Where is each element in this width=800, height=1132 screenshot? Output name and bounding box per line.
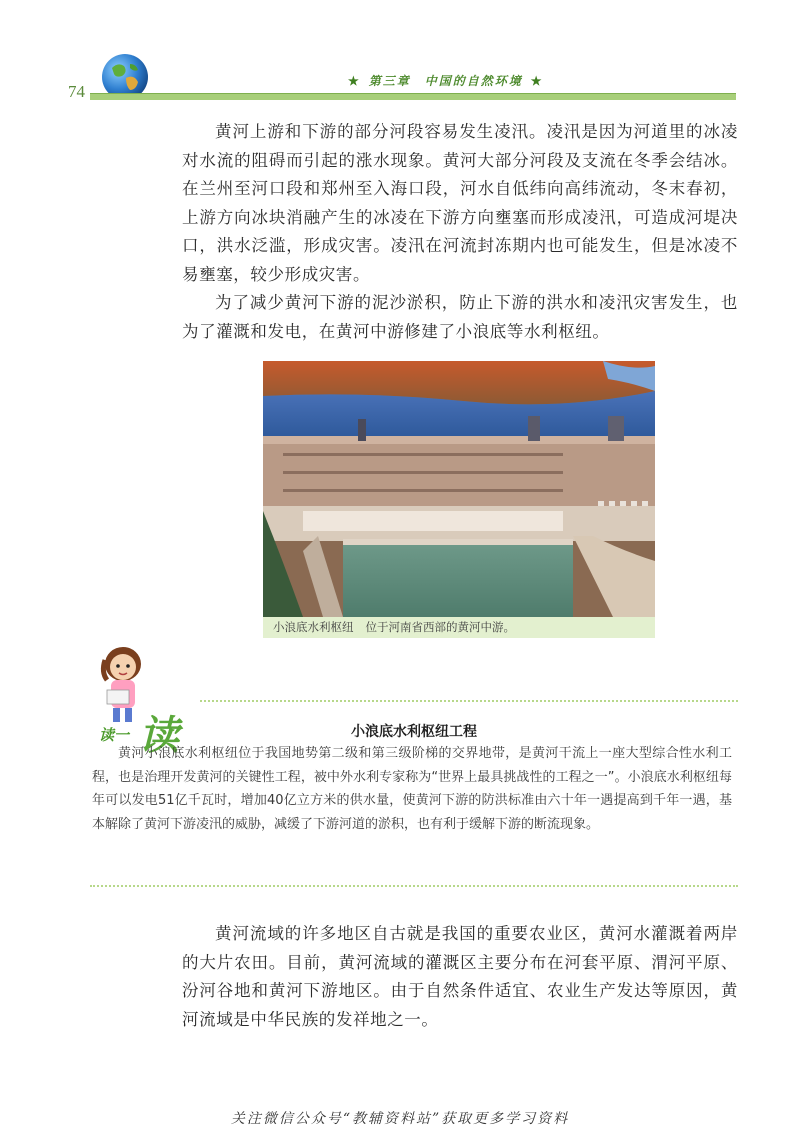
star-icon: ★: [348, 74, 361, 88]
reading-bottom-divider: [90, 885, 738, 887]
photo-caption: [263, 617, 655, 638]
paragraph-agriculture: 黄河流域的许多地区自古就是我国的重要农业区，黄河水灌溉着两岸的大片农田。目前，黄河流域的灌溉区主要分布在河套平原、渭河平原、汾河谷地和黄河下游地区。由于自然条件适宜、农业生产发达等原因，黄河流域是中华民族的发祥地之一。: [182, 924, 738, 1029]
reading-label-big: 读: [139, 712, 179, 759]
chapter-title: [340, 72, 552, 89]
caption-description: 位于河南省西部的黄河中游。: [365, 620, 515, 634]
reading-top-divider: [200, 700, 738, 702]
star-icon: ★: [530, 74, 544, 88]
paragraph-ice-flood: 黄河上游和下游的部分河段容易发生凌汛。凌汛是因为河道里的冰凌对水流的阻碍而引起的涨水现象。黄河大部分河段及支流在冬季会结冰。在兰州至河口段和郑州至入海口段，河水自低纬向高纬流动，冬末春初，上游方向冰块消融产生的冰凌在下游方向壅塞而形成凌汛，可造成河堤决口，洪水泛滥，形成灾害。凌汛在河流封冻期内也可能发生，但是冰凌不易壅塞，较少形成灾害。: [182, 122, 738, 284]
chapter-label: 第三章 中国的自然环境: [368, 74, 523, 88]
footer-note: 关注微信公众号“教辅资料站”获取更多学习资料: [230, 1111, 570, 1127]
page-number: 74: [68, 82, 85, 101]
reading-title: 小浪底水利枢纽工程: [351, 724, 477, 740]
paragraph-xiaolangdi-purpose: 为了减少黄河下游的泥沙淤积，防止下游的洪水和凌汛灾害发生，也为了灌溉和发电，在黄河中游修建了小浪底等水利枢纽。: [182, 293, 738, 341]
reading-body: 黄河小浪底水利枢纽位于我国地势第二级和第三级阶梯的交界地带，是黄河干流上一座大型综合性水利工程，也是治理开发黄河的关键性工程，被中外水利专家称为“世界上最具挑战性的工程之一”。小浪底水利枢纽每年可以发电51亿千瓦时，增加40亿立方米的供水量，使黄河下游的防洪标准由六十年一遇提高到千年一遇，基本解除了黄河下游凌汛的威胁，减缓了下游河道的淤积，也有利于缓解下游的断流现象。: [92, 746, 732, 832]
caption-title: 小浪底水利枢纽: [273, 620, 354, 634]
header-rule: [90, 93, 736, 100]
reading-label-small: 读一: [99, 726, 130, 744]
dam-photo: [263, 361, 655, 617]
